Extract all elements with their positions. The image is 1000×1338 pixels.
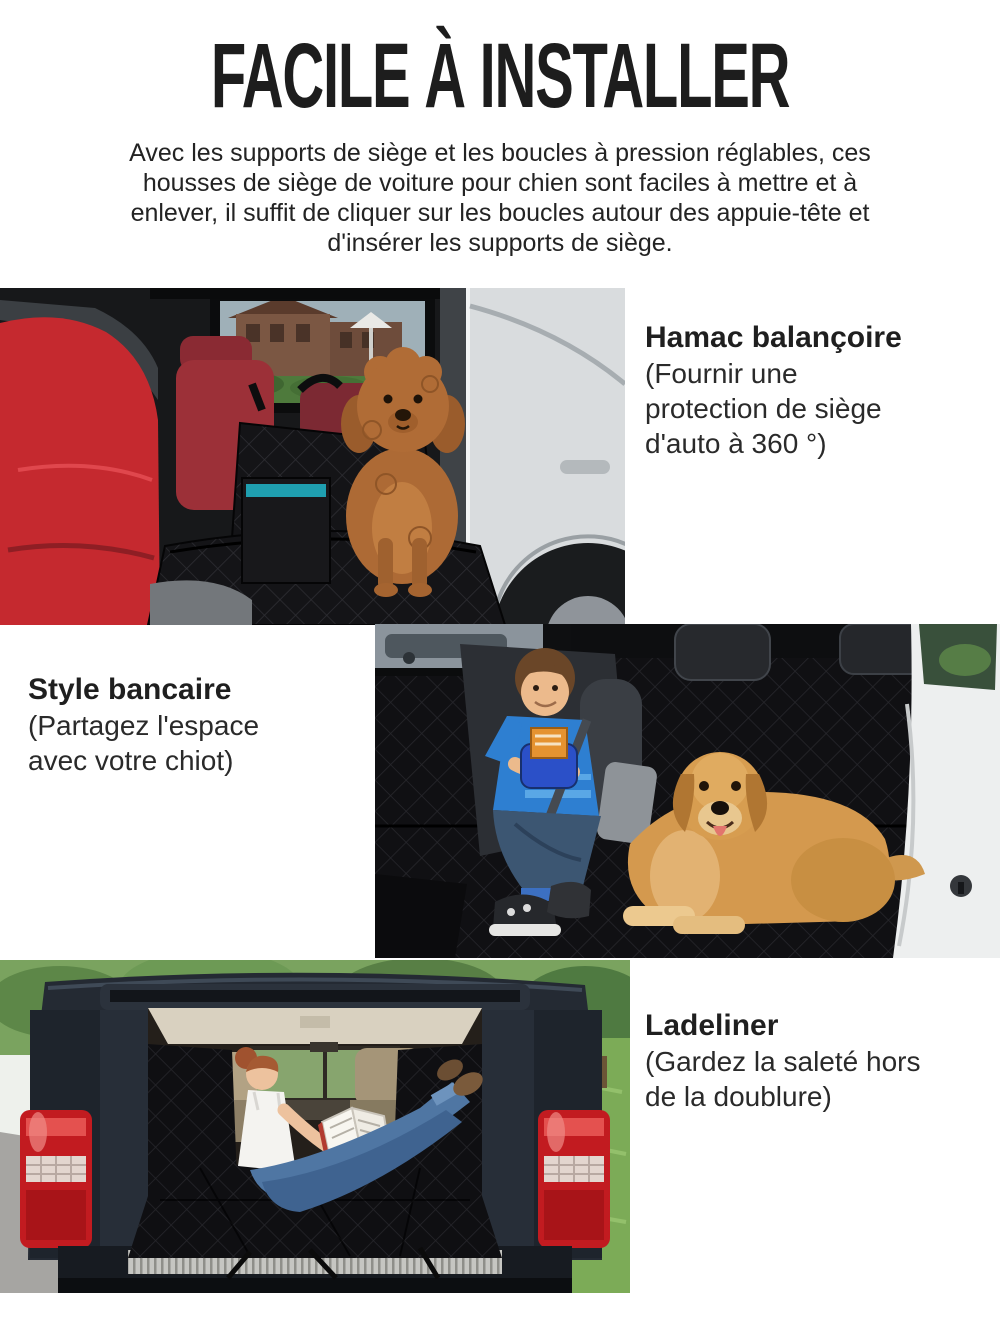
photo-bench-style-art [375,624,1000,958]
caption-detail-line: (Fournir une [645,358,798,389]
caption-heading: Style bancaire [28,673,232,706]
caption-heading: Ladeliner [645,1009,779,1042]
caption-detail-line: d'auto à 360 °) [645,428,827,459]
caption-bench [28,672,368,778]
intro-line: housses de siège de voiture pour chien sont faciles à mettre et à [142,169,858,197]
page-title-text: FACILE À INSTALLER [210,25,790,127]
photo-cargo-liner [0,960,630,1293]
caption-detail-line: protection de siège [645,393,882,424]
photo-hammock-swing [0,288,625,625]
taillight-left [20,1110,92,1248]
photo-bench-style [375,624,1000,958]
caption-detail-line: (Gardez la saleté hors [645,1046,921,1077]
photo-hammock-swing-art [0,288,625,625]
caption-hammock [645,320,975,461]
page-title [0,25,1000,127]
intro-line: d'insérer les supports de siège. [327,229,673,257]
caption-heading: Hamac balançoire [645,321,902,354]
photo-cargo-liner-art [0,960,630,1293]
taillight-right [538,1110,610,1248]
caption-cargo [645,1008,985,1114]
intro-line: Avec les supports de siège et les boucles à pression réglables, ces [129,139,871,167]
caption-detail-line: de la doublure) [645,1081,832,1112]
teal-pocket-strap [246,484,326,497]
intro-paragraph [0,138,1000,258]
caption-detail-line: avec votre chiot) [28,745,234,776]
caption-detail-line: (Partagez l'espace [28,710,260,741]
intro-line: enlever, il suffit de cliquer sur les boucles autour des appuie-tête et [130,199,870,227]
headrest [675,624,770,680]
